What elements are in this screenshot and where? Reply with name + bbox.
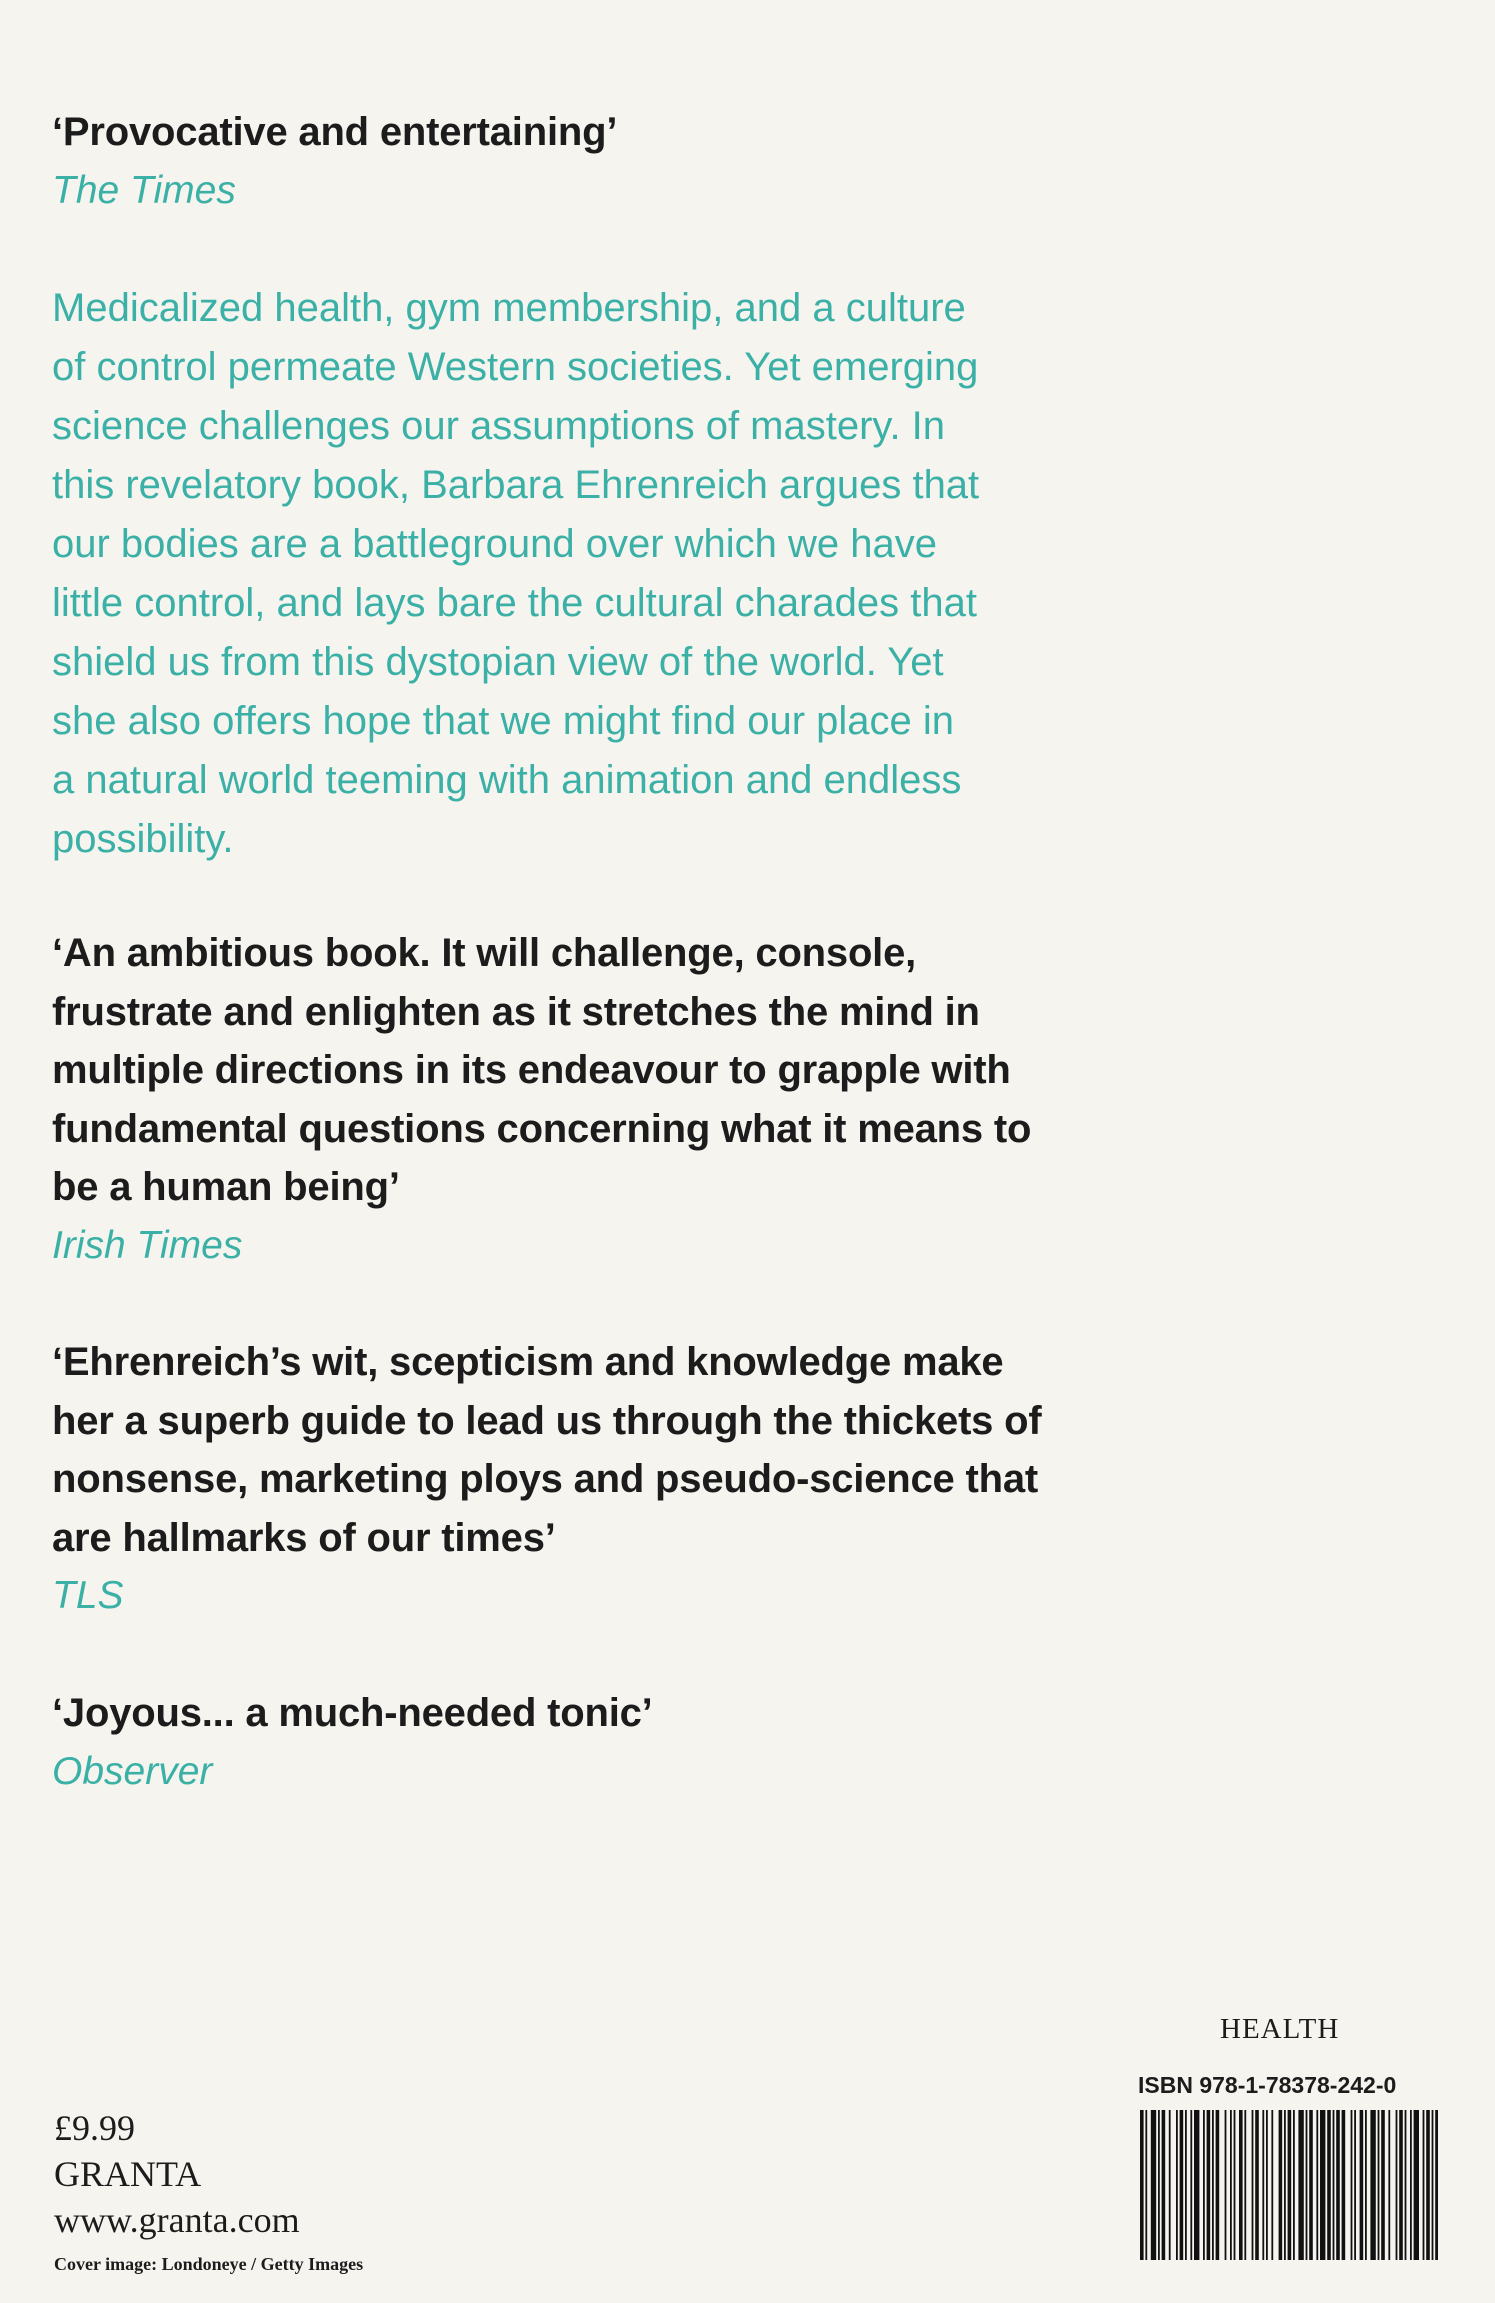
publisher-info (54, 2105, 363, 2279)
isbn-text: ISBN 978-1-78378-242-0 (1138, 2072, 1397, 2098)
description-line: a natural world teeming with animation and endless (52, 758, 962, 802)
description-line: possibility. (52, 817, 234, 861)
publisher-website: www.granta.com (54, 2200, 300, 2240)
quote-2-line: fundamental questions concerning what it means to (52, 1106, 1032, 1151)
quote-4-source: Observer (52, 1749, 213, 1793)
description-line: shield us from this dystopian view of the world. Yet (52, 640, 944, 684)
quote-2-line: multiple directions in its endeavour to grapple with (52, 1048, 1011, 1092)
book-description (52, 279, 1152, 869)
quote-2-line: frustrate and enlighten as it stretches the mind in (52, 989, 980, 1034)
quote-2 (52, 924, 1152, 1275)
quote-4 (52, 1684, 1152, 1801)
description-line: our bodies are a battleground over which we have (52, 522, 937, 566)
quote-2-line: be a human being’ (52, 1165, 400, 1209)
quote-3-line: ‘Ehrenreich’s wit, scepticism and knowledge make (52, 1340, 1004, 1384)
description-line: science challenges our assumptions of mastery. In (52, 404, 946, 448)
cover-credit: Cover image: Londoneye / Getty Images (54, 2254, 364, 2274)
description-line: Medicalized health, gym membership, and a culture (52, 286, 966, 330)
quote-1-text: ‘Provocative and entertaining’ (52, 110, 618, 154)
quote-3-line: her a superb guide to lead us through the thickets of (52, 1398, 1042, 1443)
barcode-icon (1140, 2110, 1438, 2260)
description-line: she also offers hope that we might find our place in (52, 699, 955, 743)
description-line: of control permeate Western societies. Yet emerging (52, 345, 979, 389)
quote-1-source: The Times (52, 168, 236, 212)
description-line: this revelatory book, Barbara Ehrenreich argues that (52, 463, 980, 507)
category-label: HEALTH (1220, 2013, 1340, 2045)
quote-4-text: ‘Joyous... a much-needed tonic’ (52, 1691, 653, 1735)
description-line: little control, and lays bare the cultural charades that (52, 581, 977, 625)
publisher-name: GRANTA (54, 2154, 202, 2194)
quote-3 (52, 1333, 1152, 1625)
quote-2-line: ‘An ambitious book. It will challenge, console, (52, 931, 917, 975)
quote-3-source: TLS (52, 1574, 124, 1617)
quote-3-line: nonsense, marketing ploys and pseudo-science that (52, 1457, 1039, 1501)
quote-3-line: are hallmarks of our times’ (52, 1515, 556, 1560)
price: £9.99 (54, 2108, 135, 2148)
quote-1 (52, 103, 1152, 220)
quote-2-source: Irish Times (52, 1223, 243, 1267)
